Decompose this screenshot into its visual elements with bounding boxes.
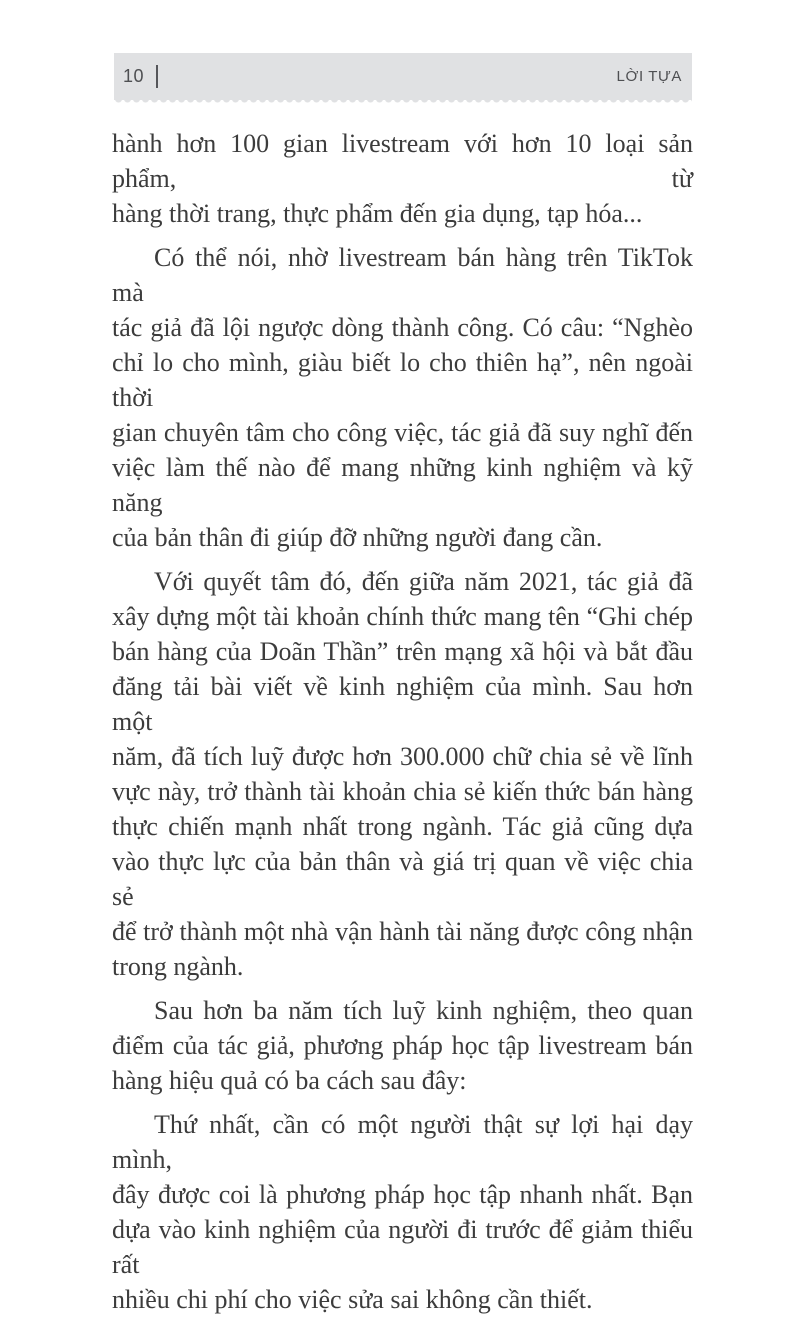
- paragraph: [112, 240, 693, 555]
- paragraph: [112, 564, 693, 984]
- page-header-band: [114, 53, 692, 100]
- text-line: xây dựng một tài khoản chính thức mang tên “Ghi chép: [112, 602, 693, 631]
- text-line: hàng thời trang, thực phẩm đến gia dụng, tạp hóa...: [112, 199, 643, 228]
- paragraph: [112, 993, 693, 1098]
- text-line: Thứ nhất, cần có một người thật sự lợi hại dạy mình,: [112, 1110, 693, 1174]
- text-line: bán hàng của Doãn Thần” trên mạng xã hội và bắt đầu: [112, 637, 693, 666]
- paragraph: [112, 1107, 693, 1317]
- text-line: vực này, trở thành tài khoản chia sẻ kiến thức bán hàng: [112, 777, 693, 806]
- text-line: Sau hơn ba năm tích luỹ kinh nghiệm, theo quan: [154, 996, 693, 1025]
- text-line: vào thực lực của bản thân và giá trị quan về việc chia sẻ: [112, 847, 693, 911]
- text-line: Có thể nói, nhờ livestream bán hàng trên TikTok mà: [112, 243, 693, 307]
- text-line: nhiều chi phí cho việc sửa sai không cần thiết.: [112, 1285, 593, 1314]
- text-line: hành hơn 100 gian livestream với hơn 10 loại sản phẩm, từ: [112, 129, 693, 193]
- text-line: đăng tải bài viết về kinh nghiệm của mình. Sau hơn một: [112, 672, 693, 736]
- text-line: trong ngành.: [112, 952, 244, 981]
- text-line: tác giả đã lội ngược dòng thành công. Có câu: “Nghèo: [112, 313, 693, 342]
- page-header: [114, 53, 692, 100]
- text-line: năm, đã tích luỹ được hơn 300.000 chữ chia sẻ về lĩnh: [112, 742, 693, 771]
- text-line: điểm của tác giả, phương pháp học tập livestream bán: [112, 1031, 693, 1060]
- page-number: 10: [123, 66, 145, 86]
- text-line: để trở thành một nhà vận hành tài năng được công nhận: [112, 917, 693, 946]
- text-line: dựa vào kinh nghiệm của người đi trước để giảm thiểu rất: [112, 1215, 693, 1279]
- section-title: LỜI TỰA: [616, 68, 682, 85]
- text-line: việc làm thế nào để mang những kinh nghiệm và kỹ năng: [112, 453, 693, 517]
- header-separator-bar: [156, 65, 158, 88]
- text-line: Với quyết tâm đó, đến giữa năm 2021, tác giả đã: [154, 567, 693, 596]
- body-text: [112, 126, 693, 1326]
- text-line: gian chuyên tâm cho công việc, tác giả đã suy nghĩ đến: [112, 418, 693, 447]
- paragraph: [112, 126, 693, 231]
- text-line: đây được coi là phương pháp học tập nhanh nhất. Bạn: [112, 1180, 693, 1209]
- text-line: thực chiến mạnh nhất trong ngành. Tác giả cũng dựa: [112, 812, 693, 841]
- text-line: hàng hiệu quả có ba cách sau đây:: [112, 1066, 467, 1095]
- text-line: của bản thân đi giúp đỡ những người đang cần.: [112, 523, 603, 552]
- text-line: chỉ lo cho mình, giàu biết lo cho thiên hạ”, nên ngoài thời: [112, 348, 693, 412]
